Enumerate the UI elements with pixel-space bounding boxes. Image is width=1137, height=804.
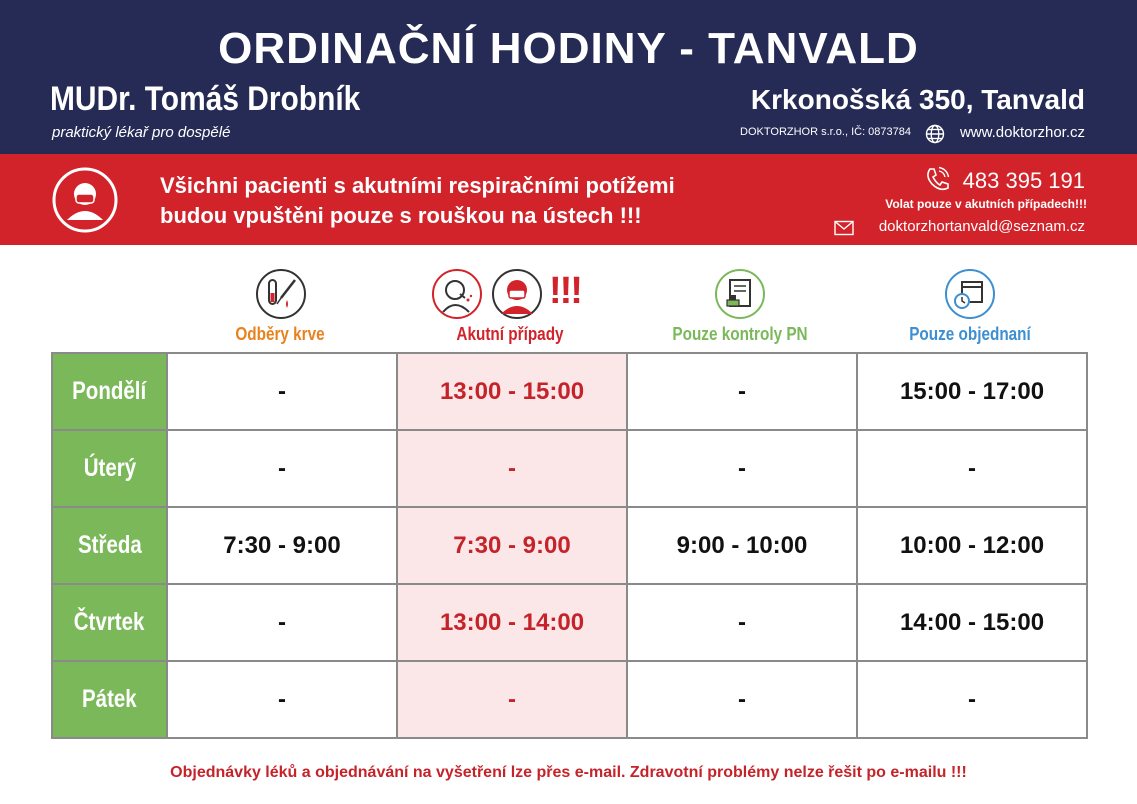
doctor-specialty: praktický lékař pro dospělé — [52, 124, 231, 141]
hours-cell: 7:30 - 9:00 — [167, 507, 397, 584]
company-info: DOKTORZHOR s.r.o., IČ: 0873784 — [740, 126, 911, 138]
hours-cell: - — [857, 661, 1087, 738]
day-name: Pondělí — [72, 377, 147, 405]
envelope-icon — [834, 220, 854, 241]
blood-test-icon — [255, 268, 307, 325]
hours-cell: - — [397, 661, 627, 738]
schedule-row-pondeli — [52, 353, 1087, 430]
phone-icon — [924, 166, 950, 197]
hours-cell: - — [627, 430, 857, 507]
schedule-table — [51, 352, 1088, 739]
schedule-row-utery — [52, 430, 1087, 507]
hours-cell: - — [167, 661, 397, 738]
hours-cell: 14:00 - 15:00 — [857, 584, 1087, 661]
hours-cell: 15:00 - 17:00 — [857, 353, 1087, 430]
hours-cell: 9:00 - 10:00 — [627, 507, 857, 584]
schedule-row-ctvrtek — [52, 584, 1087, 661]
column-header-sick-leave-checks: Pouze kontroly PN — [672, 324, 808, 344]
hours-cell: 13:00 - 15:00 — [397, 353, 627, 430]
schedule-row-patek — [52, 661, 1087, 738]
clinic-address: Krkonošská 350, Tanvald — [750, 84, 1085, 115]
schedule-row-streda — [52, 507, 1087, 584]
warning-banner — [0, 154, 1137, 245]
day-label — [52, 353, 167, 430]
hours-cell: - — [167, 353, 397, 430]
day-name: Pátek — [82, 685, 137, 713]
acute-exclamation: !!! — [549, 270, 581, 312]
hours-cell: - — [167, 430, 397, 507]
hours-cell: - — [627, 584, 857, 661]
phone-number[interactable]: 483 395 191 — [962, 168, 1085, 193]
column-header-blood-tests: Odběry krve — [235, 324, 325, 344]
page-title: ORDINAČNÍ HODINY - TANVALD — [218, 24, 919, 73]
coughing-patient-icon — [431, 268, 483, 325]
mask-warning-line2: budou vpuštěni pouze s rouškou na ústech !!! — [160, 203, 642, 228]
masked-person-icon — [51, 166, 119, 239]
hours-cell: - — [397, 430, 627, 507]
document-stamp-icon — [714, 268, 766, 325]
day-name: Úterý — [83, 454, 136, 482]
email-link[interactable]: doktorzhortanvald@seznam.cz — [878, 218, 1085, 235]
hours-cell: - — [627, 353, 857, 430]
hours-cell: - — [857, 430, 1087, 507]
sick-patient-icon — [491, 268, 543, 325]
globe-icon — [925, 124, 945, 149]
website-link[interactable]: www.doktorzhor.cz — [959, 124, 1085, 141]
day-label — [52, 430, 167, 507]
footer-note: Objednávky léků a objednávání na vyšetření lze přes e-mail. Zdravotní problémy nelze řešit po e-mailu !!! — [170, 764, 967, 781]
day-label — [52, 507, 167, 584]
phone-note: Volat pouze v akutních případech!!! — [885, 197, 1087, 211]
day-name: Čtvrtek — [74, 608, 145, 636]
calendar-clock-icon — [944, 268, 996, 325]
hours-cell: 13:00 - 14:00 — [397, 584, 627, 661]
mask-warning-line1: Všichni pacienti s akutními respiračními potížemi — [160, 173, 675, 198]
hours-cell: - — [167, 584, 397, 661]
column-header-appointments: Pouze objednaní — [909, 324, 1031, 344]
column-header-acute-cases: Akutní případy — [456, 324, 564, 344]
mask-warning — [160, 171, 675, 231]
hours-cell: 10:00 - 12:00 — [857, 507, 1087, 584]
day-label — [52, 584, 167, 661]
hours-cell: - — [627, 661, 857, 738]
header — [0, 0, 1137, 154]
day-label — [52, 661, 167, 738]
hours-cell: 7:30 - 9:00 — [397, 507, 627, 584]
day-name: Středa — [77, 531, 142, 559]
doctor-name: MUDr. Tomáš Drobník — [50, 80, 361, 118]
